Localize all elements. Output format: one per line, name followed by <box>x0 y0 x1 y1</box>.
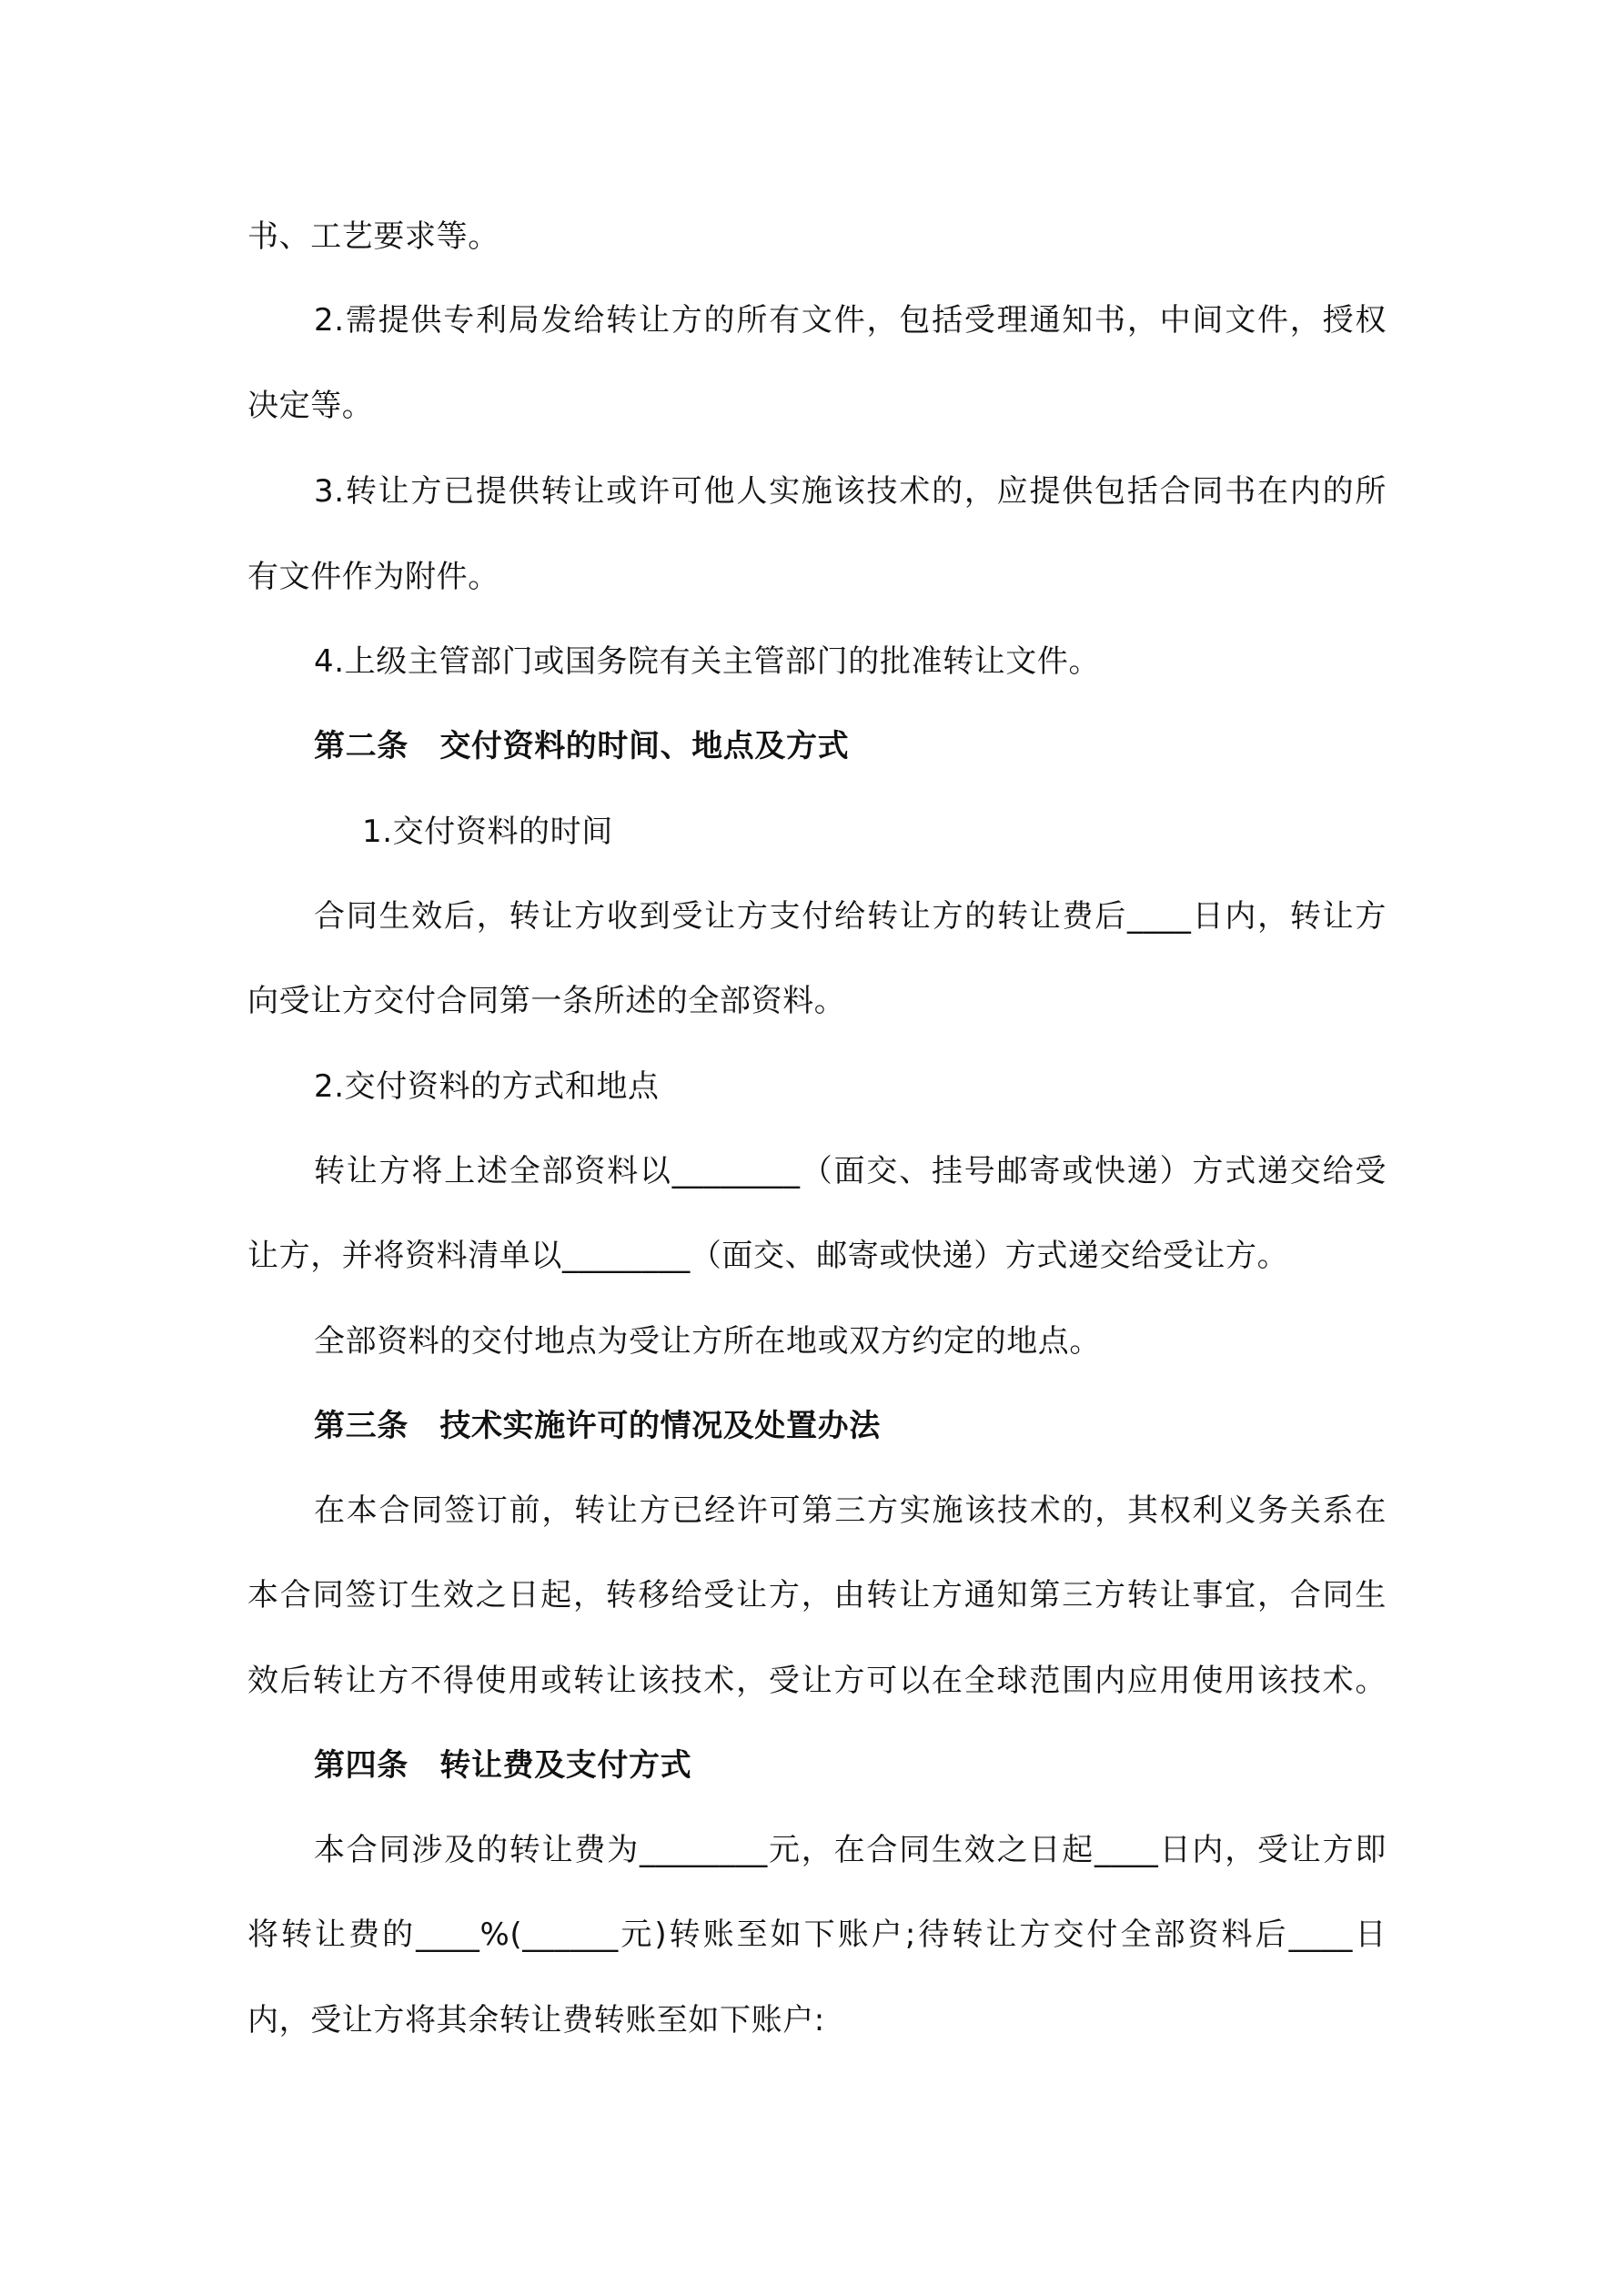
paragraph-line: 将转让费的____%(______元)转账至如下账户;待转让方交付全部资料后____日 <box>247 1917 1387 1953</box>
paragraph-line: 向受让方交付合同第一条所述的全部资料。 <box>247 983 846 1019</box>
paragraph-line: 本合同签订生效之日起，转移给受让方，由转让方通知第三方转让事宜，合同生 <box>247 1577 1387 1613</box>
paragraph-line: 本合同涉及的转让费为________元，在合同生效之日起____日内，受让方即 <box>314 1832 1387 1868</box>
paragraph-line: 4.上级主管部门或国务院有关主管部门的批准转让文件。 <box>314 643 1101 680</box>
paragraph-line: 2.需提供专利局发给转让方的所有文件，包括受理通知书，中间文件，授权 <box>314 302 1387 339</box>
paragraph-line: 转让方将上述全部资料以________（面交、挂号邮寄或快递）方式递交给受 <box>314 1153 1387 1189</box>
paragraph-line: 效后转让方不得使用或转让该技术，受让方可以在全球范围内应用使用该技术。 <box>247 1663 1387 1699</box>
paragraph-line: 决定等。 <box>247 388 374 424</box>
paragraph-line: 在本合同签订前，转让方已经许可第三方实施该技术的，其权利义务关系在 <box>314 1492 1387 1529</box>
paragraph-line: 合同生效后，转让方收到受让方支付给转让方的转让费后____日内，转让方 <box>314 898 1387 935</box>
section-heading: 第二条 交付资料的时间、地点及方式 <box>314 728 850 764</box>
subsection-heading: 1.交付资料的时间 <box>362 814 613 850</box>
subsection-heading: 2.交付资料的方式和地点 <box>314 1068 660 1105</box>
paragraph-line: 内，受让方将其余转让费转账至如下账户: <box>247 2002 825 2038</box>
paragraph-line: 全部资料的交付地点为受让方所在地或双方约定的地点。 <box>314 1323 1101 1360</box>
section-heading: 第四条 转让费及支付方式 <box>314 1747 692 1784</box>
paragraph-line: 3.转让方已提供转让或许可他人实施该技术的，应提供包括合同书在内的所 <box>314 473 1387 510</box>
paragraph-line: 让方，并将资料清单以________（面交、邮寄或快递）方式递交给受让方。 <box>247 1238 1289 1274</box>
paragraph-line: 书、工艺要求等。 <box>247 218 499 255</box>
section-heading: 第三条 技术实施许可的情况及处置办法 <box>314 1408 881 1444</box>
paragraph-line: 有文件作为附件。 <box>247 559 499 595</box>
